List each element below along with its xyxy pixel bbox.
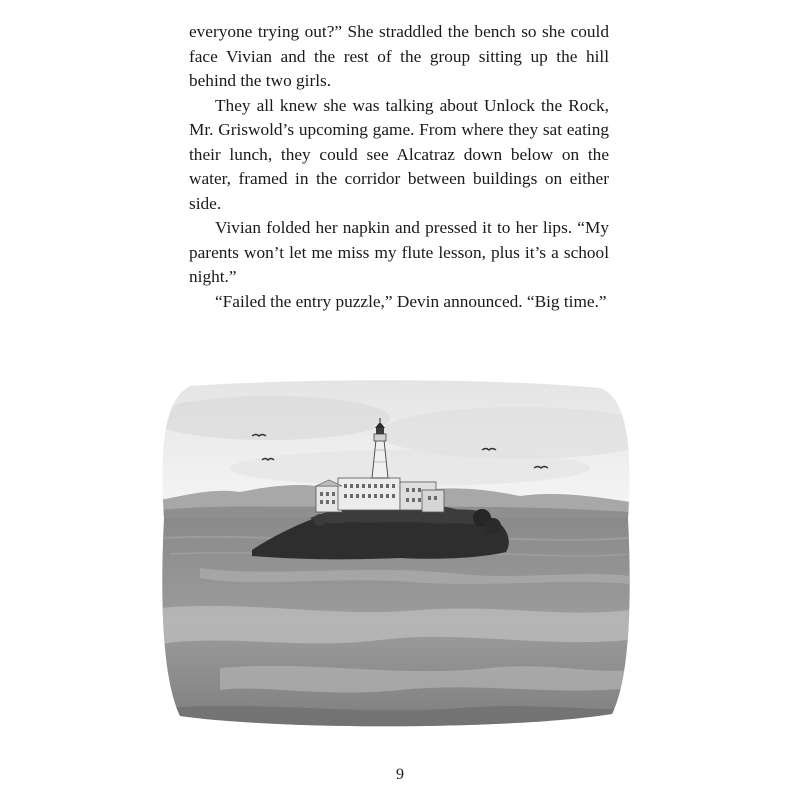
alcatraz-illustration xyxy=(160,378,630,730)
paragraph-4: “Failed the entry puzzle,” Devin announced. “Big time.” xyxy=(215,291,607,311)
paragraph-2: They all knew she was talking about Unlock the Rock, Mr. Griswold’s upcoming game. From where they sat eating their lunch, they could see Alcatraz down below on the water, framed in the corridor between buildings on either side. xyxy=(189,95,609,213)
prison-buildings xyxy=(316,478,444,512)
page-number: 9 xyxy=(396,766,404,783)
body-text xyxy=(189,20,609,314)
paragraph-1: everyone trying out?” She straddled the bench so she could face Vivian and the rest of the group sitting up the hill behind the two girls. xyxy=(189,22,609,90)
paragraph-3: Vivian folded her napkin and pressed it to her lips. “My parents won’t let me miss my flute lesson, plus it’s a school night.” xyxy=(189,218,609,286)
